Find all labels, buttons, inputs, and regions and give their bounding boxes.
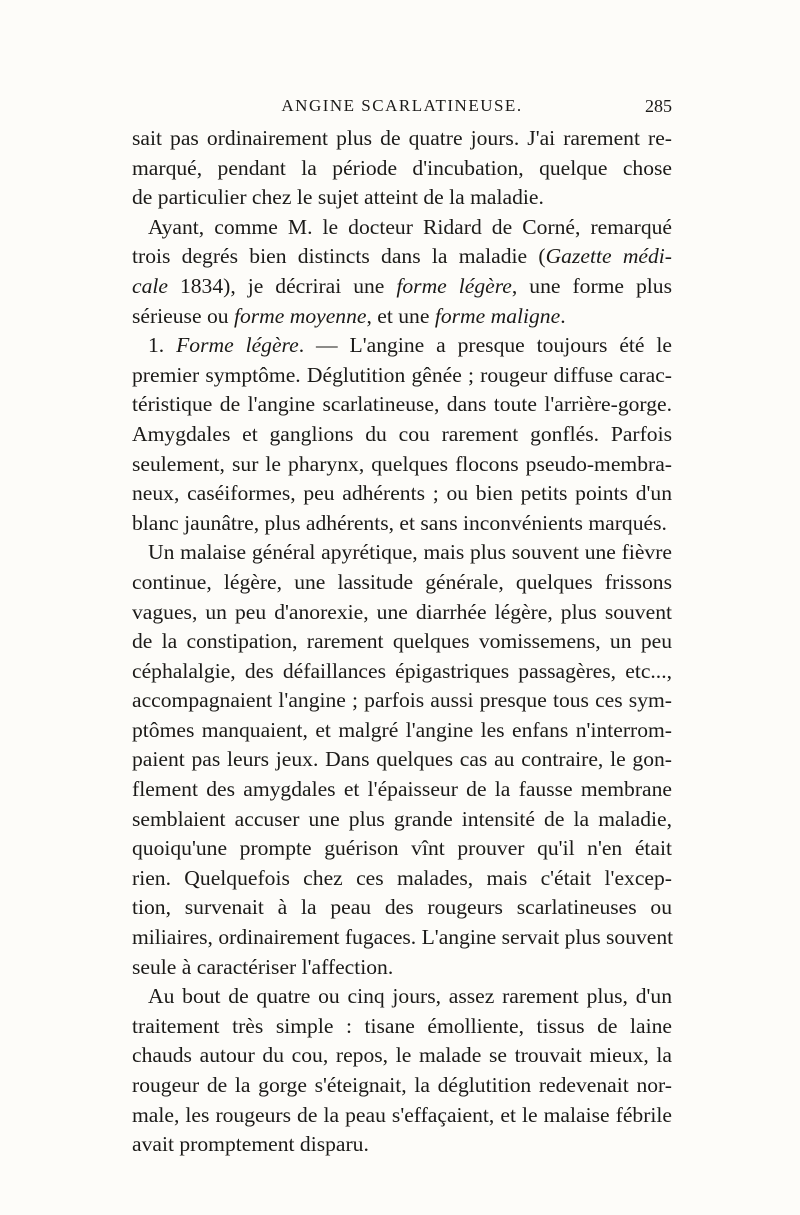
text-segment: vagues, un peu d'anorexie, une diarrhée légère, plus souvent [132,599,672,624]
text-segment: neux, caséiformes, peu adhérents ; ou bien petits points d'un [132,481,672,506]
text-line [132,183,672,213]
text-line [132,124,672,154]
paragraph [132,124,672,213]
text-line [132,893,672,923]
text-line [132,1012,672,1042]
text-line [132,509,672,539]
text-segment: ptômes manquaient, et malgré l'angine les enfans n'interrom- [132,717,672,742]
text-segment: accompagnaient l'angine ; parfois aussi presque tous ces sym- [132,688,672,713]
text-segment: continue, légère, une lassitude générale, quelques frissons [132,569,672,594]
paragraph [132,982,672,1160]
text-segment: seule à caractériser l'affection. [132,954,394,979]
text-segment: , et une [366,303,435,328]
text-line [132,716,672,746]
italic-segment: Gazette médi- [545,244,672,269]
text-line [132,450,672,480]
text-segment: avait promptement disparu. [132,1132,369,1157]
text-segment: céphalalgie, des défaillances épigastriques passagères, etc..., [132,658,672,683]
text-line [132,775,672,805]
text-segment: Au bout de quatre ou cinq jours, assez rarement plus, d'un [148,984,672,1009]
text-line [132,331,672,361]
body-text [132,124,672,1160]
text-segment: de particulier chez le sujet atteint de la maladie. [132,185,544,210]
text-segment: Un malaise général apyrétique, mais plus souvent une fièvre [148,540,672,565]
text-segment: semblaient accuser une plus grande intensité de la maladie, [132,806,672,831]
text-line [132,598,672,628]
text-line [132,420,672,450]
text-line [132,272,672,302]
text-segment: 1834), je décrirai une [167,273,397,298]
italic-segment: cale [132,273,168,298]
text-line [132,923,672,953]
paragraph [132,213,672,331]
text-segment: tion, survenait à la peau des rougeurs scarlatineuses ou [132,895,672,920]
text-segment: . [560,303,566,328]
text-segment: , une forme plus [511,273,672,298]
text-line [132,627,672,657]
text-segment: flement des amygdales et l'épaisseur de la fausse membrane [132,777,672,802]
text-segment: . — L'angine a presque toujours été le [298,333,673,358]
text-line [132,1041,672,1071]
text-line [132,745,672,775]
text-segment: de la constipation, rarement quelques vomissemens, un peu [132,629,672,654]
text-segment: chauds autour du cou, repos, le malade se trouvait mieux, la [132,1043,672,1068]
text-segment: téristique de l'angine scarlatineuse, dans toute l'arrière-gorge. [132,392,672,417]
italic-segment: forme légère [396,273,512,298]
text-line [132,1101,672,1131]
text-line [132,1071,672,1101]
text-line [132,1130,672,1160]
page-header [132,96,672,120]
paragraph [132,538,672,982]
text-line [132,242,672,272]
text-line [132,568,672,598]
text-segment: quoiqu'une prompte guérison vînt prouver qu'il n'en était [132,836,672,861]
text-line [132,479,672,509]
text-line [132,154,672,184]
text-segment: rien. Quelquefois chez ces malades, mais c'était l'excep- [132,865,672,890]
text-line [132,213,672,243]
text-line [132,953,672,983]
text-line [132,538,672,568]
text-line [132,686,672,716]
text-segment: Ayant, comme M. le docteur Ridard de Corné, remarqué [148,214,672,239]
text-segment: traitement très simple : tisane émolliente, tissus de laine [132,1013,672,1038]
text-line [132,361,672,391]
text-segment: seulement, sur le pharynx, quelques flocons pseudo-membra- [132,451,672,476]
running-title: ANGINE SCARLATINEUSE. [281,96,523,115]
text-line [132,390,672,420]
text-segment: male, les rougeurs de la peau s'effaçaient, et le malaise fébrile [132,1102,672,1127]
text-segment: marqué, pendant la période d'incubation, quelque chose [132,155,672,180]
text-line [132,302,672,332]
text-segment: premier symptôme. Déglutition gênée ; rougeur diffuse carac- [132,362,672,387]
text-segment: sérieuse ou [132,303,234,328]
text-line [132,805,672,835]
text-line [132,982,672,1012]
page-number: 285 [645,96,672,116]
text-line [132,657,672,687]
text-segment: paient pas leurs jeux. Dans quelques cas au contraire, le gon- [132,747,672,772]
text-segment: miliaires, ordinairement fugaces. L'angine servait plus souvent [132,925,674,950]
italic-segment: forme moyenne [233,303,367,328]
text-segment: trois degrés bien distincts dans la maladie ( [132,244,546,269]
text-segment: rougeur de la gorge s'éteignait, la déglutition redevenait nor- [132,1073,672,1097]
text-segment: 1. [148,333,177,358]
text-line [132,864,672,894]
paragraph [132,331,672,538]
text-line [132,834,672,864]
italic-segment: Forme légère [176,333,299,358]
text-segment: blanc jaunâtre, plus adhérents, et sans inconvénients marqués. [132,510,667,535]
text-segment: Amygdales et ganglions du cou rarement gonflés. Parfois [132,421,672,446]
text-segment: sait pas ordinairement plus de quatre jours. J'ai rarement re- [132,126,672,150]
italic-segment: forme maligne [434,303,561,328]
